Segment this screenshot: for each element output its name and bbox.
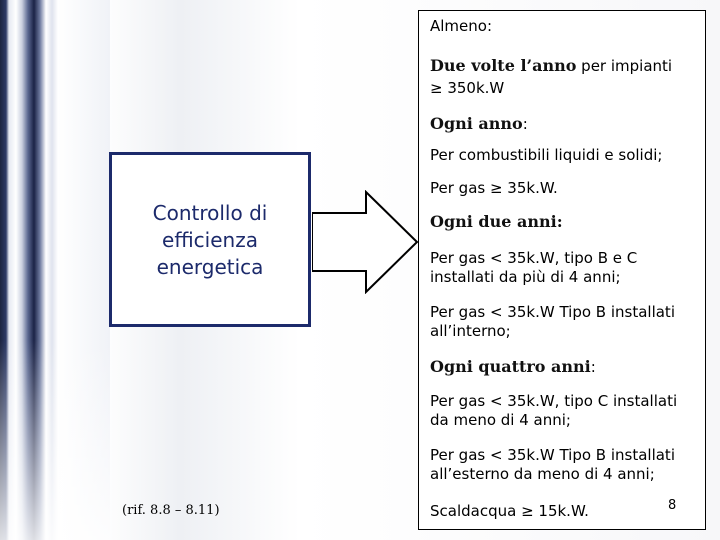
heading-suffix: :: [522, 115, 528, 133]
box-label-line: efficienza: [162, 228, 258, 252]
side-bars-fade: [0, 340, 110, 540]
list-item-cont: da meno di 4 anni;: [430, 411, 571, 429]
list-item: Per combustibili liquidi e solidi;: [430, 146, 663, 164]
list-item: Per gas < 35k.W Tipo B installati: [430, 446, 675, 464]
box-label-line: Controllo di: [152, 201, 268, 225]
list-item: Per gas < 35k.W, tipo B e C: [430, 249, 638, 267]
schedule-heading-biennial: Ogni due anni:: [430, 212, 563, 231]
schedule-heading-yearly: [430, 114, 528, 134]
list-item: Per gas < 35k.W Tipo B installati: [430, 303, 675, 321]
list-item: Scaldacqua ≥ 15k.W.: [430, 502, 589, 520]
right-arrow-icon: [312, 190, 420, 294]
intro-text: Almeno:: [430, 17, 493, 35]
list-item: Per gas < 35k.W, tipo C installati: [430, 392, 678, 410]
heading-suffix: per impianti: [576, 57, 673, 75]
heading-text: Ogni quattro anni: [430, 357, 591, 376]
list-item: Per gas ≥ 35k.W.: [430, 179, 558, 197]
heading-text: Due volte l’anno: [430, 56, 577, 75]
heading-suffix: :: [590, 358, 596, 376]
list-item-cont: all’interno;: [430, 322, 511, 340]
schedule-heading-twice-yearly: [430, 56, 672, 76]
schedule-heading-cont: ≥ 350k.W: [430, 79, 505, 97]
efficiency-box-label: [112, 200, 308, 281]
schedule-heading-quadrennial: [430, 357, 596, 377]
reference-note: (rif. 8.8 – 8.11): [122, 503, 220, 518]
heading-text: Ogni anno: [430, 114, 523, 133]
page-number: 8: [668, 498, 677, 513]
box-label-line: energetica: [156, 255, 264, 279]
list-item-cont: installati da più di 4 anni;: [430, 268, 621, 286]
list-item-cont: all’esterno da meno di 4 anni;: [430, 465, 655, 483]
